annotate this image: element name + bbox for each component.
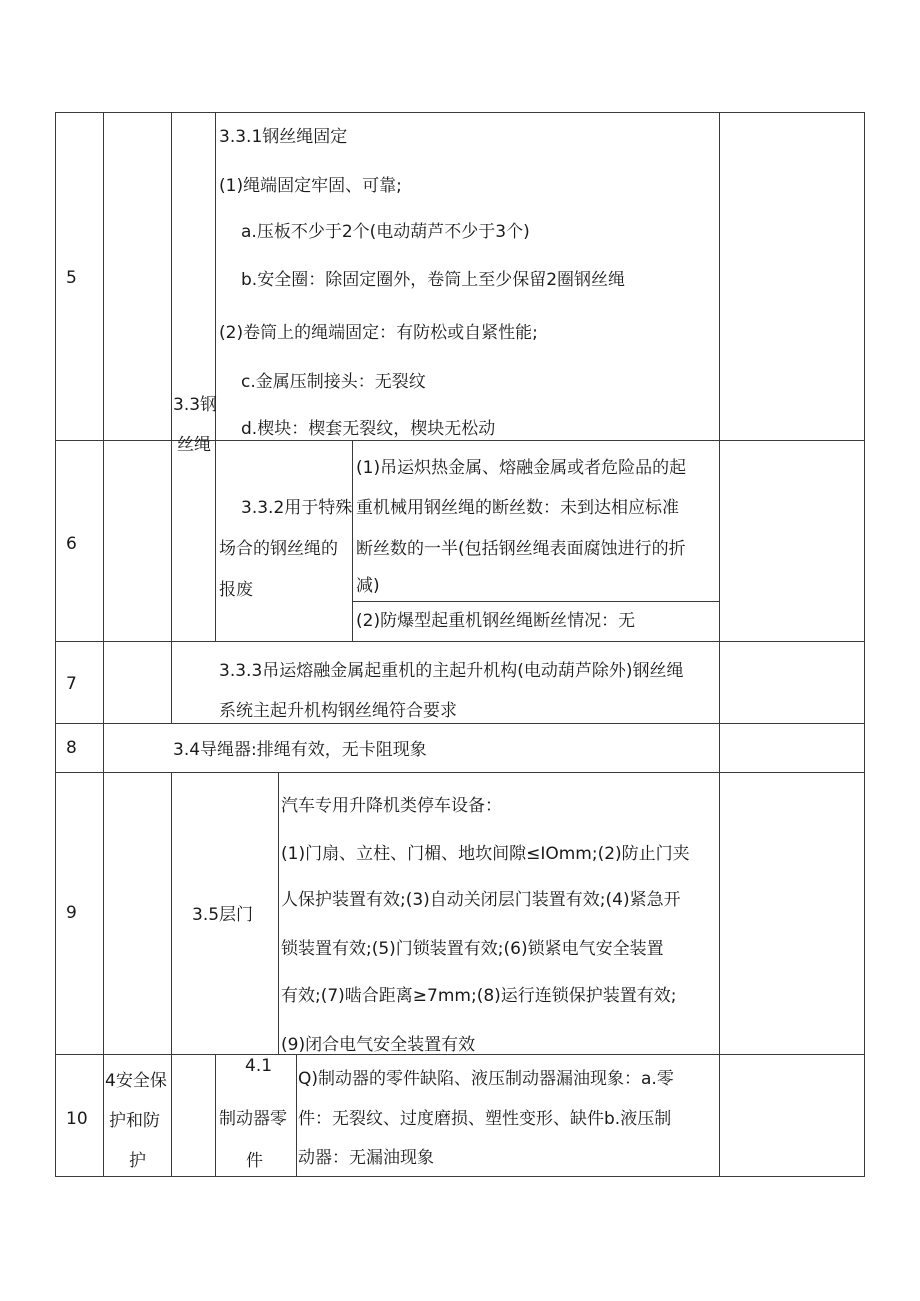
requirement-text: 3.3.3吊运熔融金属起重机的主起升机构(电动葫芦除外)钢丝绳 [219, 661, 684, 681]
row-number: 9 [66, 903, 77, 923]
requirement-text: (2)防爆型起重机钢丝绳断丝情况：无 [356, 611, 636, 631]
item-label: 丝绳 [177, 435, 211, 455]
col-divider [296, 1054, 297, 1177]
category-label: 护 [129, 1151, 146, 1171]
col-divider [719, 112, 720, 1177]
requirement-text: 3.4导绳器:排绳有效，无卡阻现象 [173, 740, 427, 760]
row-divider [55, 772, 865, 773]
requirement-text: 件：无裂纹、过度磨损、塑性变形、缺件b.液压制 [298, 1109, 672, 1129]
requirement-text: (9)闭合电气安全装置有效 [281, 1035, 476, 1055]
category-label: 4安全保 [105, 1071, 167, 1091]
sub-item-label: 场合的钢丝绳的 [219, 539, 338, 559]
table-right-border [864, 112, 865, 1177]
requirement-text: 断丝数的一半(包括钢丝绳表面腐蚀进行的折 [356, 539, 686, 559]
requirement-text: 汽车专用升降机类停车设备： [281, 796, 502, 816]
requirement-text: 3.3.1钢丝绳固定 [219, 127, 348, 147]
col-divider [215, 112, 216, 642]
requirement-text: 锁装置有效;(5)门锁装置有效;(6)锁紧电气安全装置 [281, 939, 664, 959]
requirement-text: 减) [356, 576, 380, 596]
col-divider [278, 772, 279, 1055]
requirement-text: (2)卷筒上的绳端固定：有防松或自紧性能; [219, 323, 538, 343]
sub-item-label: 3.3.2用于特殊 [241, 498, 353, 518]
requirement-text: c.金属压制接头：无裂纹 [241, 372, 426, 392]
requirement-text: 重机械用钢丝绳的断丝数：未到达相应标准 [356, 498, 679, 518]
requirement-text: d.楔块：楔套无裂纹，楔块无松动 [241, 419, 496, 439]
row-number: 5 [66, 268, 77, 288]
table-left-border [55, 112, 56, 1177]
row-divider [55, 723, 865, 724]
requirement-text: 系统主起升机构钢丝绳符合要求 [219, 701, 457, 721]
table-bottom-border [55, 1176, 865, 1177]
row-divider [352, 601, 720, 602]
row-divider [55, 641, 865, 642]
requirement-text: a.压板不少于2个(电动葫芦不少于3个) [241, 222, 530, 242]
item-label: 件 [246, 1151, 263, 1171]
requirement-text: b.安全圈：除固定圈外，卷筒上至少保留2圈钢丝绳 [241, 270, 626, 290]
item-label: 制动器零 [219, 1109, 287, 1129]
col-divider [352, 440, 353, 642]
requirement-text: (1)吊运炽热金属、熔融金属或者危险品的起 [356, 458, 687, 478]
col-divider [215, 1054, 216, 1177]
requirement-text: (1)门扇、立柱、门楣、地坎间隙≤IOmm;(2)防止门夹 [281, 844, 690, 864]
row-number: 6 [66, 534, 77, 554]
requirement-text: (1)绳端固定牢固、可靠; [219, 176, 402, 196]
col-divider [103, 112, 104, 1177]
requirement-text: 人保护装置有效;(3)自动关闭层门装置有效;(4)紧急开 [281, 890, 681, 910]
col-divider [171, 772, 172, 1177]
item-label: 3.3钢 [173, 395, 218, 415]
requirement-text: Q)制动器的零件缺陷、液压制动器漏油现象：a.零 [298, 1069, 674, 1089]
requirement-text: 有效;(7)啮合距离≥7mm;(8)运行连锁保护装置有效; [281, 986, 677, 1006]
requirement-text: 动器：无漏油现象 [298, 1148, 434, 1168]
row-number: 10 [66, 1109, 88, 1129]
row-number: 7 [66, 674, 77, 694]
sub-item-label: 报废 [219, 580, 253, 600]
row-number: 8 [66, 738, 77, 758]
item-label: 3.5层门 [192, 905, 254, 925]
table-top-border [55, 112, 865, 113]
item-label: 4.1 [245, 1056, 273, 1076]
col-divider [171, 112, 172, 724]
category-label: 护和防 [109, 1111, 160, 1131]
